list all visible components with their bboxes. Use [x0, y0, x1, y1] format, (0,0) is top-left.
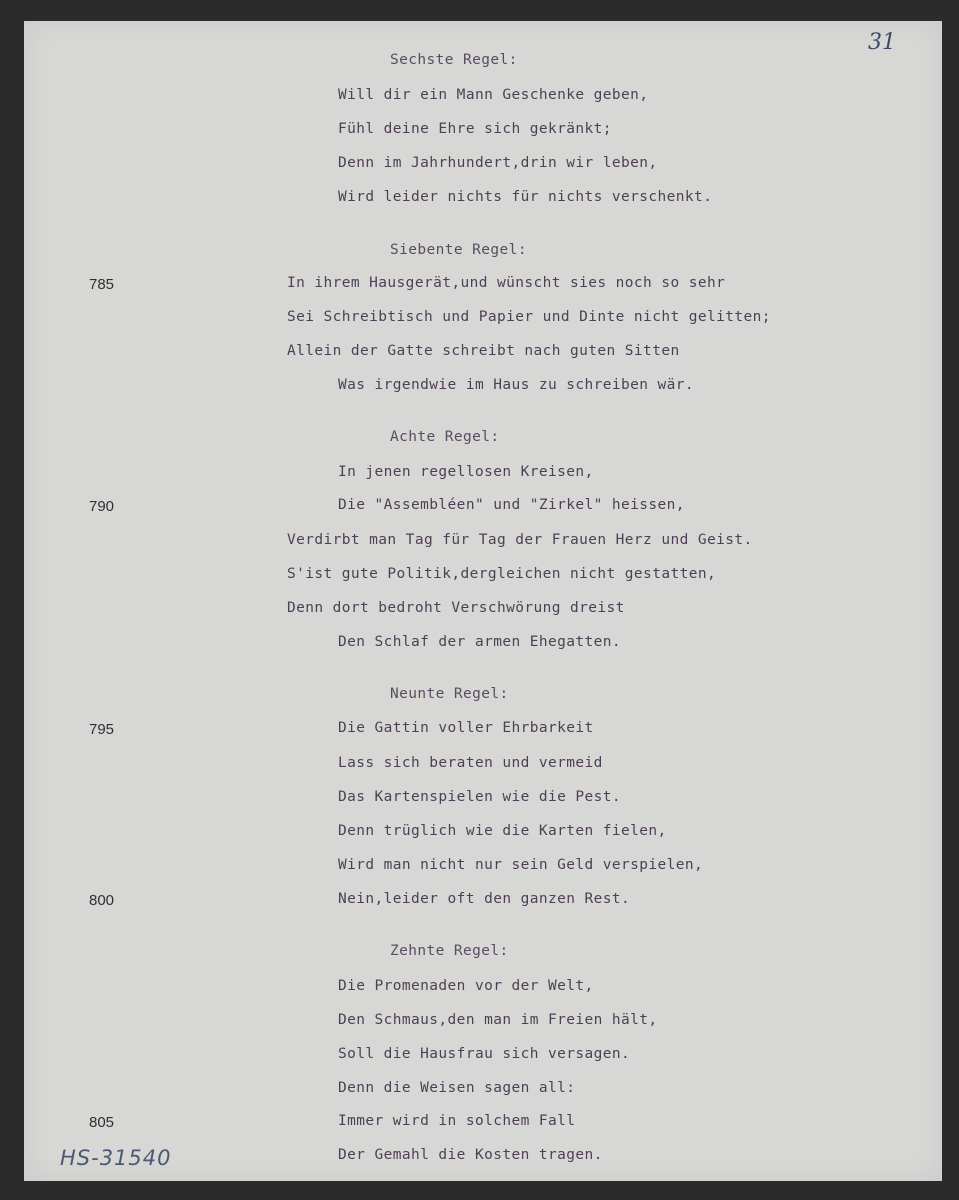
heading-rule-6: Sechste Regel:	[390, 52, 518, 68]
verse-line: Denn die Weisen sagen all:	[338, 1080, 576, 1096]
verse-line: Wird leider nichts für nichts verschenkt.	[338, 189, 713, 205]
heading-rule-9: Neunte Regel:	[390, 686, 509, 702]
verse-line: Nein,leider oft den ganzen Rest.	[338, 891, 631, 907]
verse-line: Den Schmaus,den man im Freien hält,	[338, 1012, 658, 1028]
verse-line: Lass sich beraten und vermeid	[338, 755, 603, 771]
line-number: 790	[89, 498, 115, 515]
heading-rule-10: Zehnte Regel:	[390, 943, 509, 959]
verse-line: Denn im Jahrhundert,drin wir leben,	[338, 155, 658, 171]
verse-line: Denn dort bedroht Verschwörung dreist	[287, 600, 625, 616]
line-number: 805	[89, 1114, 115, 1131]
verse-line: Wird man nicht nur sein Geld verspielen,	[338, 857, 704, 873]
verse-line: S'ist gute Politik,dergleichen nicht gestatten,	[287, 566, 717, 582]
page-number: 31	[868, 30, 896, 55]
verse-line: Sei Schreibtisch und Papier und Dinte nicht gelitten;	[287, 309, 771, 325]
verse-line: Was irgendwie im Haus zu schreiben wär.	[338, 377, 695, 393]
verse-line: Soll die Hausfrau sich versagen.	[338, 1046, 631, 1062]
verse-line: Das Kartenspielen wie die Pest.	[338, 789, 622, 805]
heading-rule-8: Achte Regel:	[390, 429, 500, 445]
verse-line: Die Gattin voller Ehrbarkeit	[338, 720, 594, 736]
line-number: 795	[89, 721, 115, 738]
verse-line: Den Schlaf der armen Ehegatten.	[338, 634, 622, 650]
verse-line: Denn trüglich wie die Karten fielen,	[338, 823, 667, 839]
line-number: 785	[89, 276, 115, 293]
verse-line: Der Gemahl die Kosten tragen.	[338, 1147, 603, 1163]
verse-line: In jenen regellosen Kreisen,	[338, 464, 594, 480]
verse-line: Fühl deine Ehre sich gekränkt;	[338, 121, 612, 137]
line-number: 800	[89, 892, 115, 909]
verse-line: Verdirbt man Tag für Tag der Frauen Herz und Geist.	[287, 532, 753, 548]
verse-line: Die Promenaden vor der Welt,	[338, 978, 594, 994]
archive-signature: HS-31540	[60, 1146, 172, 1170]
verse-line: Allein der Gatte schreibt nach guten Sitten	[287, 343, 680, 359]
verse-line: Immer wird in solchem Fall	[338, 1113, 576, 1129]
verse-line: Die "Assembléen" und "Zirkel" heissen,	[338, 497, 685, 513]
verse-line: Will dir ein Mann Geschenke geben,	[338, 87, 649, 103]
verse-line: In ihrem Hausgerät,und wünscht sies noch so sehr	[287, 275, 726, 291]
heading-rule-7: Siebente Regel:	[390, 242, 527, 258]
